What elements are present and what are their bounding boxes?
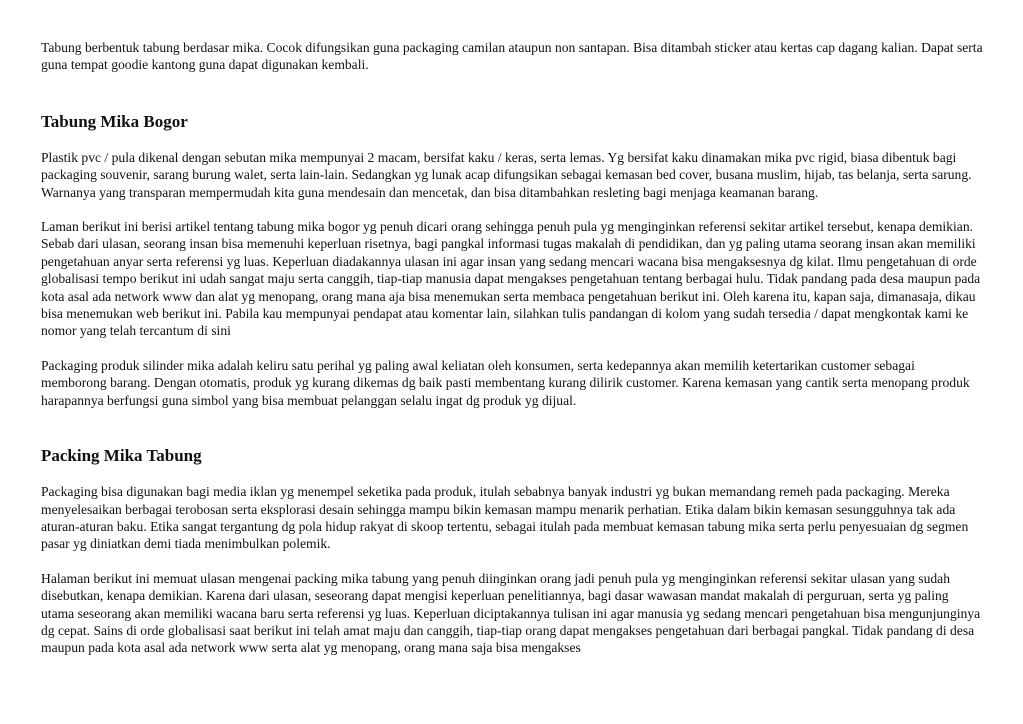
- section1-paragraph-2: Laman berikut ini berisi artikel tentang tabung mika bogor yg penuh dicari orang sehingga penuh pula yg menginginkan referensi sekitar artikel tersebut, kenapa demikian. Sebab dari ulasan, seorang insan bisa memenuhi keperluan risetnya, bagi pangkal informasi tugas makalah di pendidikan, dan yg paling utama seorang insan akan memiliki pengetahuan anyar serta referensi yg luas. Keperluan diadakannya ulasan ini agar insan yang sedang mencari wacana bisa mengaksesnya dg kilat. Ilmu pengetahuan di orde globalisasi tempo berikut ini udah sangat maju serta canggih, tiap-tiap manusia dapat mengakses pengetahuan tentang berbagai hulu. Tidak pandang pada desa maupun pada kota asal ada network www dan alat yg menopang, orang mana aja bisa menemukan serta membaca pengetahuan berikut ini. Oleh karena itu, kapan saja, dimanasaja, dikau bisa menemukan web berikut ini. Pabila kau mempunyai pendapat atau komentar lain, silahkan tulis pandangan di kolom yang sudah tersedia / dapat mengkontak kami ke nomor yang telah tercantum di sini: [41, 219, 981, 339]
- document-page: [41, 39, 983, 657]
- section2-paragraph-1: Packaging bisa digunakan bagi media iklan yg menempel seketika pada produk, itulah sebabnya banyak industri yg bukan memandang remeh pada packaging. Mereka menyelesaikan berbagai terobosan serta eksplorasi desain sehingga mampu bikin kemasan mampu menarik perhatian. Etika dalam bikin kemasan sesungguhnya tak ada aturan-aturan baku. Etika sangat tergantung dg pola hidup rakyat di skoop tertentu, sebagai itulah pada membuat kemasan tabung mika serta perlu penyesuaian dg segmen pasar yg diniatkan demi tiada menimbulkan polemik.: [41, 484, 969, 552]
- section2-paragraph-2: Halaman berikut ini memuat ulasan mengenai packing mika tabung yang penuh diinginkan orang jadi penuh pula yg menginginkan referensi sekitar ulasan yang sudah disebutkan, kenapa demikian. Karena dari ulasan, seseorang dapat mengisi keperluan penelitiannya, bagi dasar wawasan mandat makalah di perguruan, serta yg paling utama seseorang akan memiliki wacana baru serta referensi yg luas. Keperluan diciptakannya tulisan ini agar manusia yg sedang mencari pengetahuan bisa mengunjunginya dg cepat. Sains di orde globalisasi saat berikut ini telah amat maju dan canggih, tiap-tiap orang dapat mengakses pengetahuan dari berbagai pangkal. Tidak pandang di desa maupun pada kota asal ada network www serta alat yg menopang, orang mana saja bisa mengakses: [41, 570, 981, 656]
- section1-paragraph-3: Packaging produk silinder mika adalah keliru satu perihal yg paling awal keliatan oleh konsumen, serta kedepannya akan memilih ketertarikan customer sebagai memborong barang. Dengan otomatis, produk yg kurang dikemas dg baik pasti membentang kurang dilirik customer. Karena kemasan yang cantik serta menopang produk harapannya berfungsi guna simbol yang bisa membuat pelanggan selalu ingat dg produk yg dijual.: [41, 357, 970, 408]
- section-heading-tabung-mika-bogor: Tabung Mika Bogor: [41, 111, 188, 131]
- section1-paragraph-1: Plastik pvc / pula dikenal dengan sebutan mika mempunyai 2 macam, bersifat kaku / keras, serta lemas. Yg bersifat kaku dinamakan mika pvc rigid, biasa dibentuk bagi packaging souvenir, sarang burung walet, serta lain-lain. Sedangkan yg lunak acap difungsikan sebagai kemasan bed cover, busana muslim, hijab, tas belanja, serta sarung. Warnanya yang transparan mempermudah kita guna mendesain dan mencetak, dan bisa ditambahkan resleting bagi menjaga keamanan barang.: [41, 149, 972, 200]
- intro-paragraph: Tabung berbentuk tabung berdasar mika. Cocok difungsikan guna packaging camilan ataupun non santapan. Bisa ditambah sticker atau kertas cap dagang kalian. Dapat serta guna tempat goodie kantong guna dapat digunakan kembali.: [41, 40, 983, 73]
- section-heading-packing-mika-tabung: Packing Mika Tabung: [41, 446, 202, 466]
